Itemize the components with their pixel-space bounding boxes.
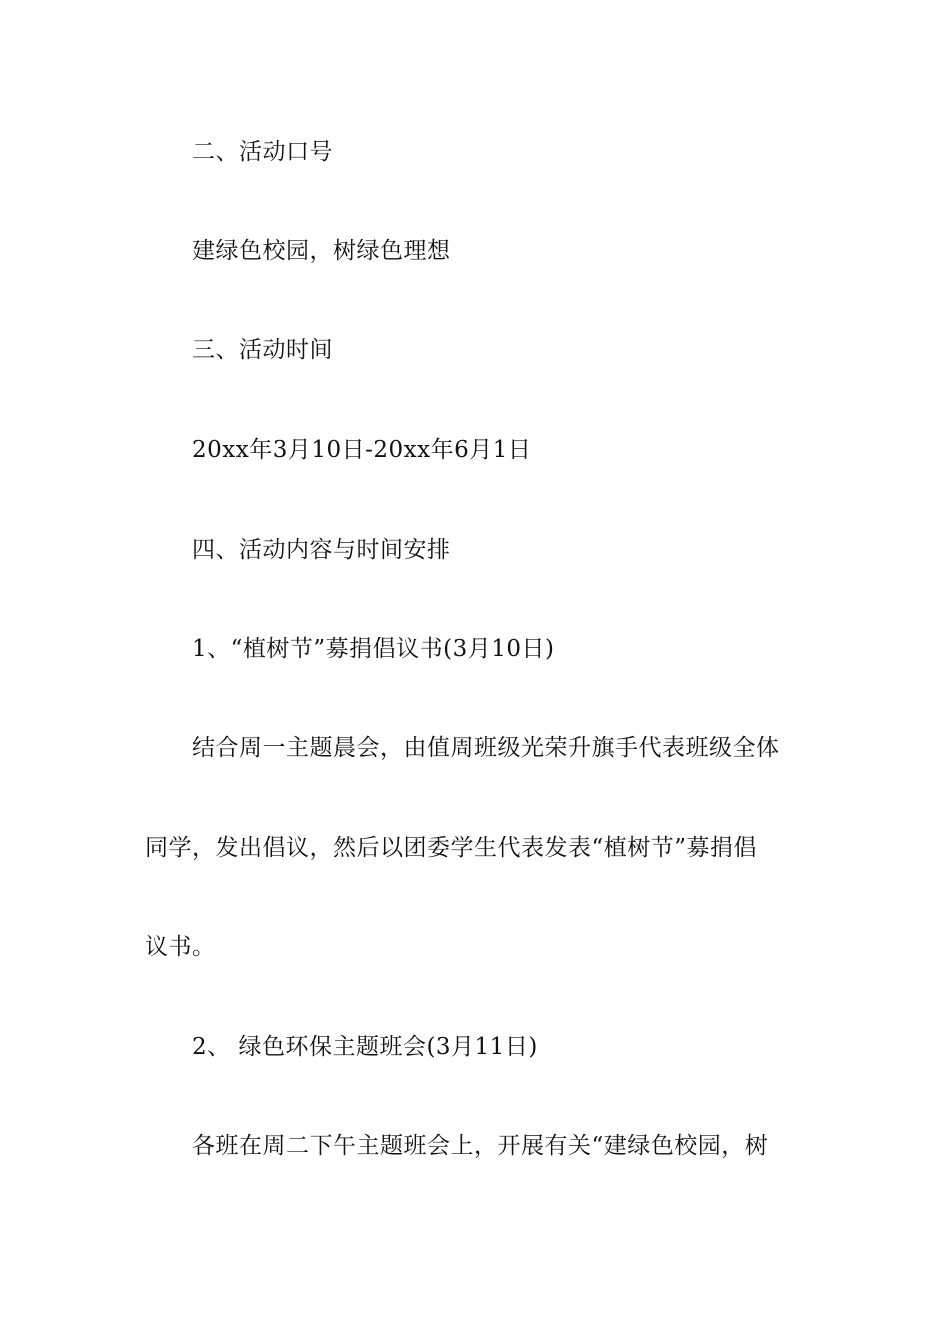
- paragraph-1-line-1: 结合周一主题晨会，由值周班级光荣升旗手代表班级全体: [192, 735, 780, 761]
- item-heading-2: 2、 绿色环保主题班会(3月11日): [192, 1034, 538, 1060]
- paragraph-2-line-1: 各班在周二下午主题班会上，开展有关“建绿色校园，树: [192, 1133, 769, 1159]
- item-heading-1: 1、“植树节”募捐倡议书(3月10日): [192, 636, 555, 662]
- section-heading-slogan: 二、活动口号: [192, 139, 333, 165]
- time-range-text: 20xx年3月10日-20xx年6月1日: [192, 437, 532, 463]
- paragraph-1-line-2: 同学，发出倡议，然后以团委学生代表发表“植树节”募捐倡: [145, 835, 758, 861]
- paragraph-1-line-3: 议书。: [145, 934, 216, 960]
- slogan-text: 建绿色校园，树绿色理想: [192, 238, 451, 264]
- section-heading-time: 三、活动时间: [192, 337, 333, 363]
- section-heading-content: 四、活动内容与时间安排: [192, 537, 451, 563]
